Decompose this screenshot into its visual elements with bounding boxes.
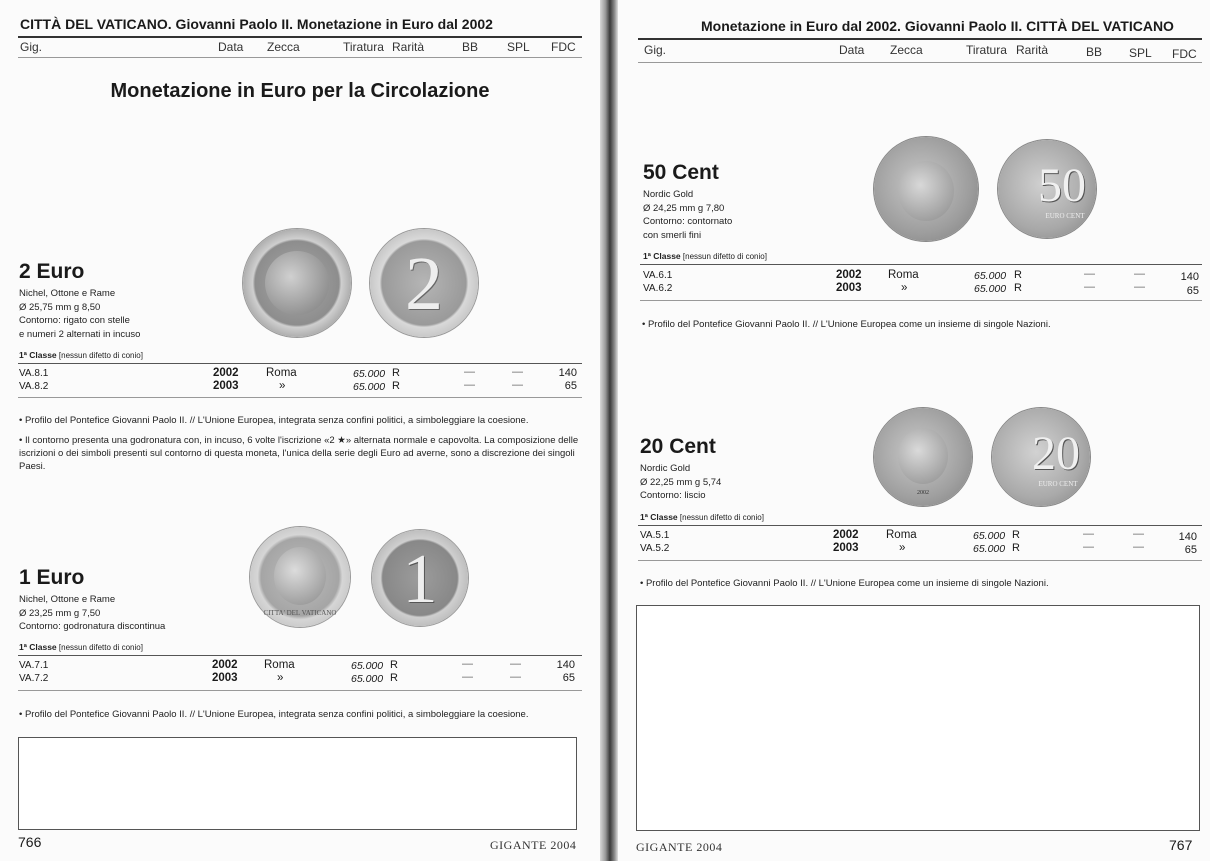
col-gig: Gig. (20, 40, 43, 54)
row-rarita: R (392, 367, 400, 379)
row-zecca: Roma (886, 529, 917, 541)
row-bb: — (1084, 268, 1095, 280)
row-code: VA.5.2 (640, 543, 670, 554)
row-tiratura: 65.000 (974, 283, 1007, 295)
coin-obverse-1-euro: CITTA' DEL VATICANO (250, 527, 350, 627)
table-rule (18, 363, 582, 364)
row-tiratura: 65.000 (351, 673, 384, 685)
row-tiratura: 65.000 (351, 660, 384, 672)
row-rarita: R (390, 659, 398, 671)
row-rarita: R (390, 672, 398, 684)
row-spl: — (1133, 528, 1144, 540)
row-spl: — (1134, 281, 1145, 293)
denomination-50-cent: 50 Cent (643, 161, 719, 184)
note: • Profilo del Pontefice Giovanni Paolo II. // L'Unione Europea come un insieme di singole Nazioni. (642, 319, 1051, 330)
row-rarita: R (1014, 269, 1022, 281)
col-gig: Gig. (644, 43, 667, 57)
row-rarita: R (392, 380, 400, 392)
table-rule (18, 655, 582, 656)
row-year: 2003 (836, 282, 862, 294)
denomination-1-euro: 1 Euro (19, 566, 85, 589)
classe-label: 1ª Classe [nessun difetto di conio] (19, 350, 143, 360)
row-code: VA.6.1 (643, 270, 673, 281)
page-title: Monetazione in Euro per la Circolazione (110, 80, 490, 102)
coin-reverse-20-cent: 20 EURO CENT (992, 408, 1090, 506)
row-zecca: » (277, 672, 284, 684)
col-bb: BB (1086, 45, 1103, 59)
row-bb: — (462, 671, 473, 683)
header-rule-bottom (638, 62, 1202, 63)
row-zecca: » (901, 282, 908, 294)
coin-obverse-20-cent: 2002 (874, 408, 972, 506)
row-year: 2003 (212, 672, 238, 684)
row-bb: — (464, 366, 475, 378)
row-zecca: Roma (266, 367, 297, 379)
row-code: VA.7.1 (19, 660, 49, 671)
col-bb: BB (462, 40, 479, 54)
coin-reverse-50-cent: 50 EURO CENT (998, 140, 1096, 238)
note: • Profilo del Pontefice Giovanni Paolo II. // L'Unione Europea come un insieme di singole Nazioni. (640, 578, 1049, 589)
row-fdc: 65 (1184, 544, 1197, 556)
table-rule-bottom (18, 397, 582, 398)
coin-obverse-2-euro (243, 229, 351, 337)
col-fdc: FDC (1172, 47, 1197, 61)
note: • Profilo del Pontefice Giovanni Paolo II. // L'Unione Europea, integrata senza confini politici, a simboleggiare la coesione. (19, 709, 529, 720)
row-zecca: » (279, 380, 286, 392)
row-tiratura: 65.000 (353, 368, 386, 380)
row-spl: — (510, 671, 521, 683)
row-zecca: Roma (888, 269, 919, 281)
row-code: VA.6.2 (643, 283, 673, 294)
left-page (0, 0, 600, 861)
row-code: VA.7.2 (19, 673, 49, 684)
coin-reverse-1-euro: 1 (372, 530, 468, 626)
row-year: 2002 (833, 529, 859, 541)
col-tiratura: Tiratura (343, 40, 384, 54)
col-data: Data (839, 43, 865, 57)
coin-specs: Nordic Gold Ø 22,25 mm g 5,74 Contorno: liscio (640, 463, 722, 501)
col-data: Data (218, 40, 244, 54)
table-rule-bottom (638, 560, 1202, 561)
col-zecca: Zecca (267, 40, 300, 54)
page-number: 767 (1169, 837, 1193, 853)
note: • Profilo del Pontefice Giovanni Paolo II. // L'Unione Europea, integrata senza confini politici, a simboleggiare la coesione. (19, 415, 529, 426)
note: • Il contorno presenta una godronatura con, in incuso, 6 volte l'iscrizione «2 ★» alternata normale e capovolta. La composizione delle iscrizioni o dei simboli presenti sul contorno di questa moneta, l'unica della serie degli Euro ad averne, sono a discrezione dei singoli Paesi. (19, 435, 579, 472)
row-fdc: 140 (1180, 271, 1199, 283)
row-fdc: 140 (558, 367, 577, 379)
row-year: 2002 (212, 659, 238, 671)
row-bb: — (1083, 541, 1094, 553)
row-year: 2002 (836, 269, 862, 281)
header-rule-bottom (18, 57, 582, 58)
row-code: VA.8.2 (19, 381, 49, 392)
book-gutter (600, 0, 618, 861)
notes-box (18, 737, 577, 830)
row-spl: — (1134, 268, 1145, 280)
row-spl: — (510, 658, 521, 670)
classe-label: 1ª Classe [nessun difetto di conio] (640, 512, 764, 522)
denomination-2-euro: 2 Euro (19, 260, 85, 283)
row-fdc: 65 (564, 380, 577, 392)
classe-label: 1ª Classe [nessun difetto di conio] (643, 251, 767, 261)
coin-reverse-2-euro: 2 (370, 229, 478, 337)
row-fdc: 140 (1178, 531, 1197, 543)
row-zecca: Roma (264, 659, 295, 671)
row-rarita: R (1014, 282, 1022, 294)
row-rarita: R (1012, 529, 1020, 541)
row-tiratura: 65.000 (353, 381, 386, 393)
row-zecca: » (899, 542, 906, 554)
col-rarita: Rarità (392, 40, 425, 54)
row-code: VA.5.1 (640, 530, 670, 541)
col-spl: SPL (507, 40, 530, 54)
row-spl: — (512, 379, 523, 391)
row-year: 2002 (213, 367, 239, 379)
footer-title: GIGANTE 2004 (490, 838, 577, 852)
row-year: 2003 (213, 380, 239, 392)
row-bb: — (464, 379, 475, 391)
row-tiratura: 65.000 (973, 530, 1006, 542)
running-title: CITTÀ DEL VATICANO. Giovanni Paolo II. Monetazione in Euro dal 2002 (20, 16, 493, 32)
right-page (618, 0, 1210, 861)
notes-box (636, 605, 1200, 831)
row-tiratura: 65.000 (973, 543, 1006, 555)
coin-specs: Nichel, Ottone e Rame Ø 23,25 mm g 7,50 Contorno: godronatura discontinua (19, 594, 166, 632)
col-zecca: Zecca (890, 43, 923, 57)
row-bb: — (1084, 281, 1095, 293)
row-spl: — (512, 366, 523, 378)
coin-specs: Nichel, Ottone e Rame Ø 25,75 mm g 8,50 Contorno: rigato con stelle e numeri 2 alternati in incuso (19, 288, 141, 340)
col-rarita: Rarità (1016, 43, 1049, 57)
table-rule-bottom (640, 300, 1202, 301)
coin-specs: Nordic Gold Ø 24,25 mm g 7,80 Contorno: contornato con smerli fini (643, 189, 733, 241)
col-tiratura: Tiratura (966, 43, 1007, 57)
page-number: 766 (18, 834, 42, 850)
coin-obverse-50-cent (874, 137, 978, 241)
row-year: 2003 (833, 542, 859, 554)
col-spl: SPL (1129, 46, 1152, 60)
row-tiratura: 65.000 (974, 270, 1007, 282)
row-spl: — (1133, 541, 1144, 553)
classe-label: 1ª Classe [nessun difetto di conio] (19, 642, 143, 652)
row-bb: — (1083, 528, 1094, 540)
row-bb: — (462, 658, 473, 670)
row-fdc: 65 (562, 672, 575, 684)
header-rule (18, 36, 582, 38)
table-rule (638, 525, 1202, 526)
row-code: VA.8.1 (19, 368, 49, 379)
running-title: Monetazione in Euro dal 2002. Giovanni Paolo II. CITTÀ DEL VATICANO (701, 18, 1174, 34)
table-rule (640, 264, 1202, 265)
table-rule-bottom (18, 690, 582, 691)
row-rarita: R (1012, 542, 1020, 554)
denomination-20-cent: 20 Cent (640, 435, 716, 458)
col-fdc: FDC (551, 40, 576, 54)
header-rule (638, 38, 1202, 40)
row-fdc: 65 (1186, 285, 1199, 297)
footer-title: GIGANTE 2004 (636, 840, 723, 854)
row-fdc: 140 (556, 659, 575, 671)
